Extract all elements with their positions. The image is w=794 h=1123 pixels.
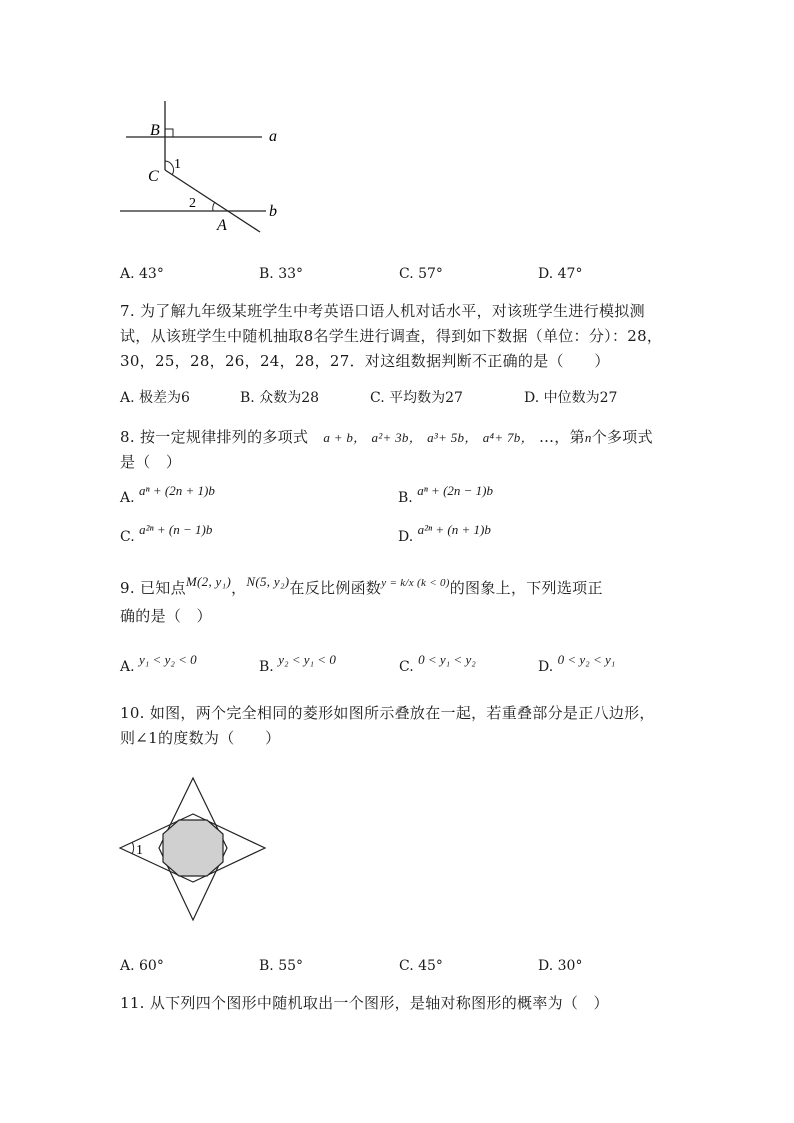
q8-line-1 xyxy=(120,427,653,448)
q8-mid: …，第 xyxy=(538,428,585,446)
q7-option-c: C. 平均数为27 xyxy=(370,390,463,406)
q9-point-m: M(2, y₁) xyxy=(185,574,232,589)
q9-option-a: A. y₁ < y₂ < 0 xyxy=(120,652,197,675)
q8-pre: 8. 按一定规律排列的多项式 xyxy=(120,428,309,446)
label-1: 1 xyxy=(174,157,181,172)
label-2: 2 xyxy=(189,196,196,211)
transversal-line xyxy=(165,170,260,232)
q7-line-3: 30，25，28，26，24，28，27．对这组数据判断不正确的是（ ） xyxy=(120,352,610,370)
q8-option-a-expr: aⁿ + (2n + 1)b xyxy=(139,483,215,498)
q10-option-a: A. 60° xyxy=(120,958,164,974)
q9-line-2: 确的是（ ） xyxy=(120,607,212,625)
q8-option-b-expr: aⁿ + (2n − 1)b xyxy=(417,483,494,498)
q10-option-c: C. 45° xyxy=(399,958,443,974)
label-b: b xyxy=(269,203,277,220)
q8-option-d: D. a²ⁿ + (n + 1)b xyxy=(398,522,491,545)
octagon-overlap xyxy=(163,820,223,876)
q10-option-d: D. 30° xyxy=(538,958,583,974)
q7-line-2: 试，从该班学生中随机抽取8名学生进行调查，得到如下数据（单位：分）：28， xyxy=(120,327,663,345)
q8-poly-2: a²+ 3b， xyxy=(371,430,423,445)
q10-option-b: B. 55° xyxy=(259,958,304,974)
q7-line-1: 7. 为了解九年级某班学生中考英语口语人机对话水平，对该班学生进行模拟测 xyxy=(120,302,645,320)
q8-n: n xyxy=(584,430,592,445)
rhombus-octagon-figure xyxy=(115,775,275,925)
q7-option-a: A. 极差为6 xyxy=(120,390,190,406)
q9-option-c: C. 0 < y₁ < y₂ xyxy=(399,652,476,675)
q7-option-d: D. 中位数为27 xyxy=(524,390,618,406)
q9-point-n: N(5, y₂) xyxy=(246,574,290,589)
angle-2-arc xyxy=(213,202,215,211)
q6-option-c: C. 57° xyxy=(399,266,443,282)
q10-line-2: 则∠1的度数为（ ） xyxy=(120,729,281,747)
q9-function: y = k/x (k < 0) xyxy=(381,577,450,589)
q9-option-d-expr: 0 < y₂ < y₁ xyxy=(557,652,616,667)
q8-poly-3: a³+ 5b， xyxy=(427,430,478,445)
q9-option-b-expr: y₂ < y₁ < 0 xyxy=(278,652,336,667)
q9-option-d: D. 0 < y₂ < y₁ xyxy=(538,652,616,675)
label-a: a xyxy=(269,128,277,145)
q6-option-b: B. 33° xyxy=(259,266,304,282)
parallel-lines-figure xyxy=(110,95,310,240)
label-B: B xyxy=(150,122,160,139)
label-C: C xyxy=(148,168,159,185)
q6-option-d: D. 47° xyxy=(538,266,583,282)
q8-post: 个多项式 xyxy=(591,428,653,446)
q9-option-c-expr: 0 < y₁ < y₂ xyxy=(418,652,476,667)
q8-poly-4: a⁴+ 7b， xyxy=(482,430,534,445)
q8-option-b: B. aⁿ + (2n − 1)b xyxy=(398,483,494,506)
angle-1-label: 1 xyxy=(136,843,143,858)
q8-option-a: A. aⁿ + (2n + 1)b xyxy=(120,483,215,506)
label-A: A xyxy=(217,217,227,234)
q8-poly-1: a + b， xyxy=(323,430,367,445)
q9-line-1: 9. 已知点M(2, y₁)，N(5, y₂)在反比例函数$^{y = k/x (k < 0)}$的图象上，下列选项正 xyxy=(120,574,603,597)
angle-1-arc xyxy=(132,842,134,854)
q9-option-a-expr: y₁ < y₂ < 0 xyxy=(139,652,197,667)
q10-line-1: 10. 如图，两个完全相同的菱形如图所示叠放在一起，若重叠部分是正八边形， xyxy=(120,704,655,722)
right-angle-mark xyxy=(165,129,173,137)
q11-line-1: 11. 从下列四个图形中随机取出一个图形，是轴对称图形的概率为（ ） xyxy=(120,994,609,1012)
q8-line-2: 是（ ） xyxy=(120,453,182,471)
q8-option-c: C. a²ⁿ + (n − 1)b xyxy=(120,522,213,545)
q9-option-b: B. y₂ < y₁ < 0 xyxy=(259,652,336,675)
q8-option-d-expr: a²ⁿ + (n + 1)b xyxy=(417,522,491,537)
q7-option-b: B. 众数为28 xyxy=(240,390,320,406)
q8-option-c-expr: a²ⁿ + (n − 1)b xyxy=(139,522,213,537)
q6-option-a: A. 43° xyxy=(120,266,164,282)
